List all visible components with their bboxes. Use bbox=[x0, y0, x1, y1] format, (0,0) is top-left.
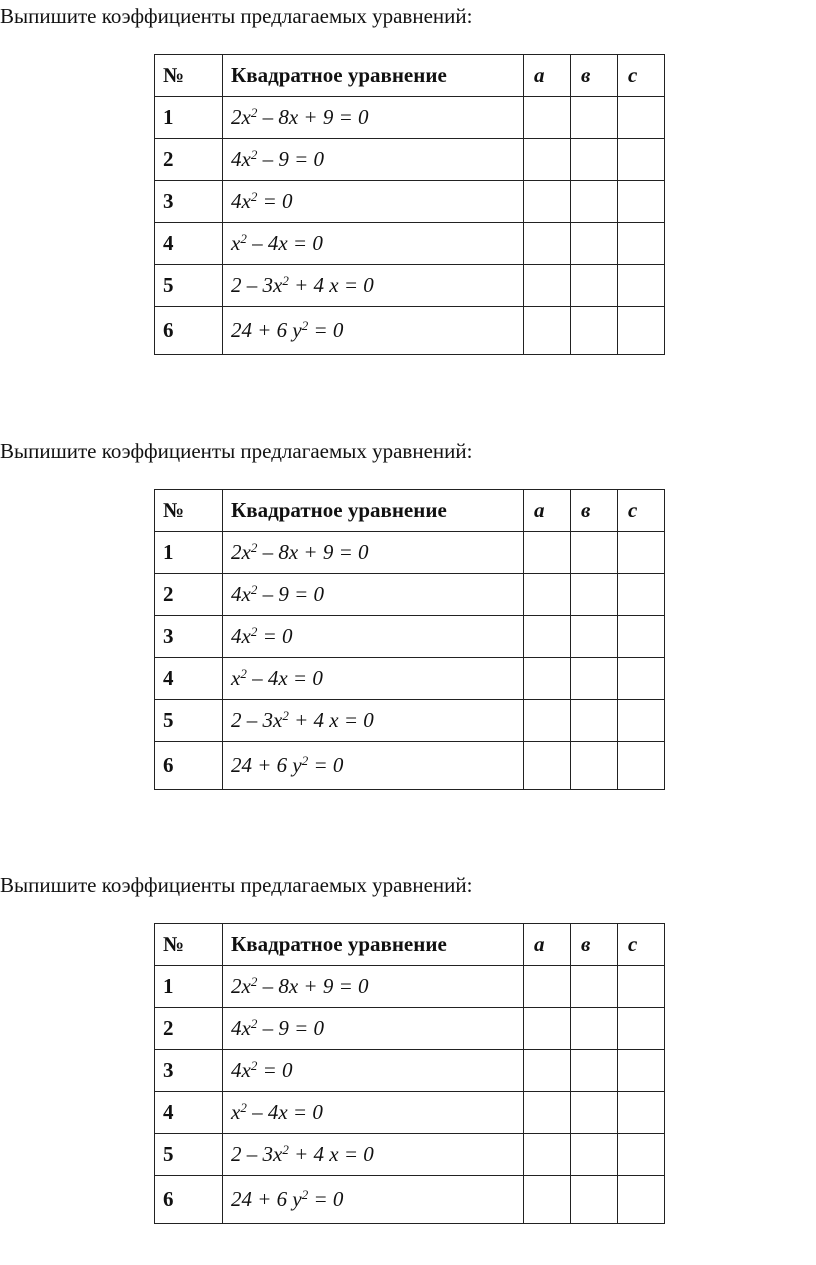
instruction-text: Выпишите коэффициенты предлагаемых уравнений: bbox=[0, 873, 473, 897]
coef-c-cell[interactable] bbox=[618, 574, 665, 616]
coef-b-cell[interactable] bbox=[571, 700, 618, 742]
table-row bbox=[155, 265, 665, 307]
equation-cell: 24 + 6 $y^2 = 0$ bbox=[223, 1176, 524, 1224]
header-c: с bbox=[618, 924, 665, 966]
equation-cell: $2 - 3x^2 + 4$ x = 0 bbox=[223, 265, 524, 307]
header-a: а bbox=[524, 490, 571, 532]
coef-b-cell[interactable] bbox=[571, 265, 618, 307]
header-equation: Квадратное уравнение bbox=[223, 55, 524, 97]
row-number: 3 bbox=[155, 181, 223, 223]
row-number: 3 bbox=[155, 616, 223, 658]
equation-cell: 24 + 6 $y^2 = 0$ bbox=[223, 307, 524, 355]
table-row bbox=[155, 700, 665, 742]
coef-b-cell[interactable] bbox=[571, 139, 618, 181]
row-number: 6 bbox=[155, 307, 223, 355]
table-row bbox=[155, 966, 665, 1008]
header-a: а bbox=[524, 924, 571, 966]
coef-a-cell[interactable] bbox=[524, 1008, 571, 1050]
coef-c-cell[interactable] bbox=[618, 181, 665, 223]
coefficients-table bbox=[154, 923, 665, 1224]
coef-a-cell[interactable] bbox=[524, 1092, 571, 1134]
header-b: в bbox=[571, 490, 618, 532]
table-header-row bbox=[155, 55, 665, 97]
table-row bbox=[155, 1092, 665, 1134]
header-number: № bbox=[155, 55, 223, 97]
table-row bbox=[155, 742, 665, 790]
header-c: с bbox=[618, 55, 665, 97]
coef-a-cell[interactable] bbox=[524, 532, 571, 574]
coef-a-cell[interactable] bbox=[524, 139, 571, 181]
equation-cell: $2x^2 - 8x + 9 = 0$ bbox=[223, 97, 524, 139]
table-row bbox=[155, 1050, 665, 1092]
coef-b-cell[interactable] bbox=[571, 1092, 618, 1134]
equation-cell: 24 + 6 $y^2 = 0$ bbox=[223, 742, 524, 790]
coef-c-cell[interactable] bbox=[618, 1176, 665, 1224]
table-row bbox=[155, 658, 665, 700]
coef-c-cell[interactable] bbox=[618, 97, 665, 139]
row-number: 5 bbox=[155, 1134, 223, 1176]
table-row bbox=[155, 97, 665, 139]
equation-cell: $x^2 - 4x = 0$ bbox=[223, 1092, 524, 1134]
coef-b-cell[interactable] bbox=[571, 1134, 618, 1176]
equation-cell: $2 - 3x^2 + 4$ x = 0 bbox=[223, 700, 524, 742]
table-row bbox=[155, 181, 665, 223]
header-number: № bbox=[155, 490, 223, 532]
coef-b-cell[interactable] bbox=[571, 307, 618, 355]
header-c: с bbox=[618, 490, 665, 532]
header-b: в bbox=[571, 55, 618, 97]
equation-cell: $x^2 - 4x = 0$ bbox=[223, 658, 524, 700]
coef-b-cell[interactable] bbox=[571, 1050, 618, 1092]
coef-c-cell[interactable] bbox=[618, 966, 665, 1008]
coef-a-cell[interactable] bbox=[524, 742, 571, 790]
coef-b-cell[interactable] bbox=[571, 574, 618, 616]
coef-c-cell[interactable] bbox=[618, 700, 665, 742]
row-number: 5 bbox=[155, 700, 223, 742]
row-number: 6 bbox=[155, 742, 223, 790]
equation-cell: $4x^2 = 0$ bbox=[223, 1050, 524, 1092]
coef-a-cell[interactable] bbox=[524, 966, 571, 1008]
table-row bbox=[155, 223, 665, 265]
row-number: 1 bbox=[155, 97, 223, 139]
coef-b-cell[interactable] bbox=[571, 658, 618, 700]
coef-a-cell[interactable] bbox=[524, 97, 571, 139]
table-row bbox=[155, 574, 665, 616]
row-number: 4 bbox=[155, 223, 223, 265]
table-row bbox=[155, 307, 665, 355]
coef-c-cell[interactable] bbox=[618, 1008, 665, 1050]
equation-cell: $2x^2 - 8x + 9 = 0$ bbox=[223, 966, 524, 1008]
coef-b-cell[interactable] bbox=[571, 966, 618, 1008]
header-equation: Квадратное уравнение bbox=[223, 490, 524, 532]
coef-a-cell[interactable] bbox=[524, 265, 571, 307]
coef-a-cell[interactable] bbox=[524, 700, 571, 742]
row-number: 1 bbox=[155, 966, 223, 1008]
header-b: в bbox=[571, 924, 618, 966]
coef-c-cell[interactable] bbox=[618, 265, 665, 307]
coef-b-cell[interactable] bbox=[571, 616, 618, 658]
equation-cell: $x^2 - 4x = 0$ bbox=[223, 223, 524, 265]
coef-a-cell[interactable] bbox=[524, 307, 571, 355]
coef-a-cell[interactable] bbox=[524, 1050, 571, 1092]
coef-c-cell[interactable] bbox=[618, 742, 665, 790]
header-a: а bbox=[524, 55, 571, 97]
header-number: № bbox=[155, 924, 223, 966]
coef-b-cell[interactable] bbox=[571, 742, 618, 790]
equation-cell: $4x^2 - 9 = 0$ bbox=[223, 1008, 524, 1050]
row-number: 3 bbox=[155, 1050, 223, 1092]
coef-c-cell[interactable] bbox=[618, 658, 665, 700]
table-row bbox=[155, 139, 665, 181]
coef-a-cell[interactable] bbox=[524, 574, 571, 616]
row-number: 6 bbox=[155, 1176, 223, 1224]
coef-c-cell[interactable] bbox=[618, 1134, 665, 1176]
table-header-row bbox=[155, 924, 665, 966]
coef-b-cell[interactable] bbox=[571, 181, 618, 223]
equation-cell: $4x^2 - 9 = 0$ bbox=[223, 139, 524, 181]
coefficients-table bbox=[154, 489, 665, 790]
coef-b-cell[interactable] bbox=[571, 1176, 618, 1224]
coef-b-cell[interactable] bbox=[571, 223, 618, 265]
header-equation: Квадратное уравнение bbox=[223, 924, 524, 966]
equation-cell: $4x^2 = 0$ bbox=[223, 616, 524, 658]
row-number: 2 bbox=[155, 574, 223, 616]
coef-b-cell[interactable] bbox=[571, 532, 618, 574]
coef-a-cell[interactable] bbox=[524, 658, 571, 700]
row-number: 5 bbox=[155, 265, 223, 307]
table-row bbox=[155, 532, 665, 574]
coef-a-cell[interactable] bbox=[524, 1176, 571, 1224]
equation-cell: $4x^2 - 9 = 0$ bbox=[223, 574, 524, 616]
row-number: 1 bbox=[155, 532, 223, 574]
coef-a-cell[interactable] bbox=[524, 616, 571, 658]
coef-a-cell[interactable] bbox=[524, 181, 571, 223]
table-row bbox=[155, 1008, 665, 1050]
instruction-text: Выпишите коэффициенты предлагаемых уравнений: bbox=[0, 439, 473, 463]
coef-c-cell[interactable] bbox=[618, 223, 665, 265]
coefficients-table bbox=[154, 54, 665, 355]
coef-b-cell[interactable] bbox=[571, 97, 618, 139]
coef-c-cell[interactable] bbox=[618, 139, 665, 181]
table-row bbox=[155, 616, 665, 658]
equation-cell: $4x^2 = 0$ bbox=[223, 181, 524, 223]
coef-c-cell[interactable] bbox=[618, 1092, 665, 1134]
row-number: 2 bbox=[155, 1008, 223, 1050]
row-number: 4 bbox=[155, 658, 223, 700]
row-number: 4 bbox=[155, 1092, 223, 1134]
coef-a-cell[interactable] bbox=[524, 1134, 571, 1176]
coef-c-cell[interactable] bbox=[618, 616, 665, 658]
coef-a-cell[interactable] bbox=[524, 223, 571, 265]
table-row bbox=[155, 1176, 665, 1224]
table-row bbox=[155, 1134, 665, 1176]
coef-c-cell[interactable] bbox=[618, 1050, 665, 1092]
coef-c-cell[interactable] bbox=[618, 532, 665, 574]
coef-b-cell[interactable] bbox=[571, 1008, 618, 1050]
row-number: 2 bbox=[155, 139, 223, 181]
equation-cell: $2x^2 - 8x + 9 = 0$ bbox=[223, 532, 524, 574]
coef-c-cell[interactable] bbox=[618, 307, 665, 355]
instruction-text: Выпишите коэффициенты предлагаемых уравнений: bbox=[0, 4, 473, 28]
equation-cell: $2 - 3x^2 + 4$ x = 0 bbox=[223, 1134, 524, 1176]
table-header-row bbox=[155, 490, 665, 532]
